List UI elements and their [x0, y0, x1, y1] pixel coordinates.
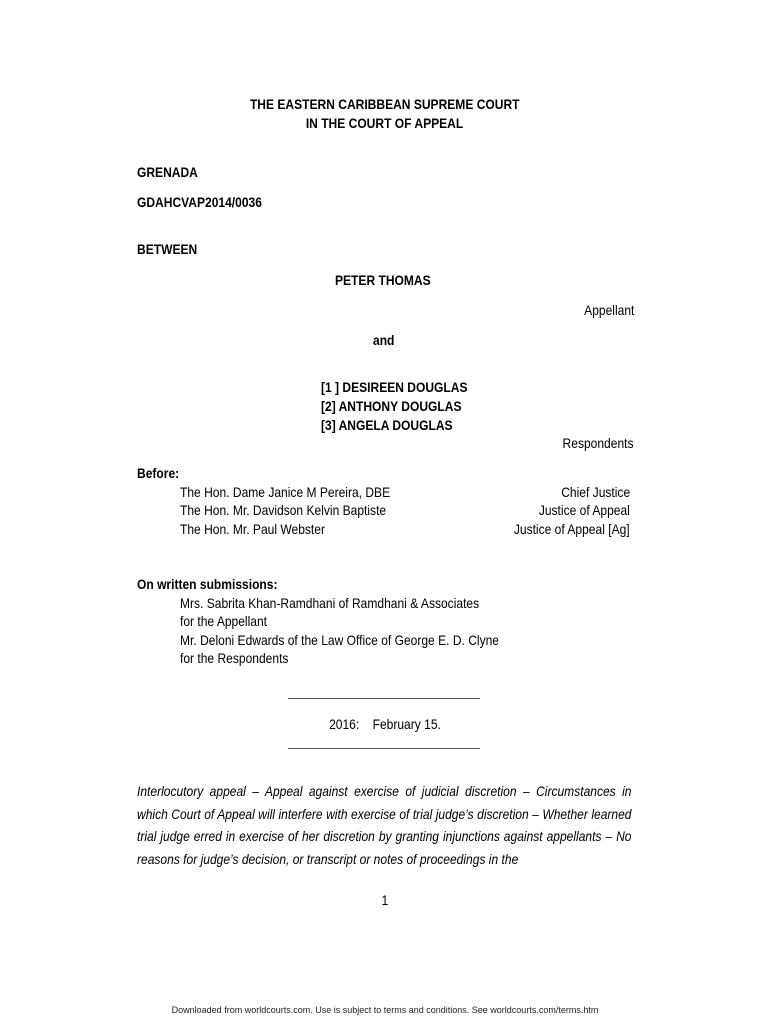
page-number-text: 1: [381, 892, 389, 908]
case-summary: Interlocutory appeal – Appeal against exercise of judicial discretion – Circumstances in which Court of Appeal will interfere with exercise of trial judge’s discretion – Whether learned trial judge erred in exercise of her discretion by granting injunctions against appellants – No reasons for judge’s decision, or transcript or notes of proceedings in the: [137, 783, 632, 867]
divider-bottom: [288, 748, 480, 749]
appellant-name: PETER THOMAS: [335, 272, 431, 288]
submission-line-4: for the Respondents: [180, 650, 289, 666]
between-label: BETWEEN: [137, 241, 198, 257]
respondents-role: Respondents: [563, 435, 634, 451]
submission-line-2: for the Appellant: [180, 613, 268, 629]
court-title-line2: IN THE COURT OF APPEAL: [306, 115, 464, 131]
appellant-role: Appellant: [583, 302, 634, 318]
submission-line-1: Mrs. Sabrita Khan-Ramdhani of Ramdhani & Associates: [180, 595, 480, 611]
judge-title-1: Chief Justice: [561, 484, 630, 500]
claim-number: GDAHCVAP2014/0036: [137, 194, 262, 210]
judgment-date-text: 2016: February 15.: [329, 716, 441, 732]
respondent-name-3: [3] ANGELA DOUGLAS: [321, 417, 453, 433]
judge-name-1: The Hon. Dame Janice M Pereira, DBE: [180, 484, 391, 500]
jurisdiction: GRENADA: [137, 164, 198, 180]
judge-name-3: The Hon. Mr. Paul Webster: [180, 521, 325, 537]
judge-title-2: Justice of Appeal: [538, 502, 630, 518]
divider-top: [288, 698, 480, 699]
judge-title-3: Justice of Appeal [Ag]: [514, 521, 630, 537]
submission-line-3: Mr. Deloni Edwards of the Law Office of George E. D. Clyne: [180, 632, 499, 648]
court-title-line1: THE EASTERN CARIBBEAN SUPREME COURT: [250, 96, 520, 112]
court-subtitle: [0, 115, 770, 133]
and-label: and: [373, 332, 395, 348]
respondent-name-1: [1 ] DESIREEN DOUGLAS: [321, 379, 468, 395]
submissions-label: On written submissions:: [137, 576, 278, 592]
page-number: [0, 892, 770, 910]
footer-notice: Downloaded from worldcourts.com. Use is subject to terms and conditions. See worldcourts.com/terms.htm: [171, 1005, 599, 1015]
before-label: Before:: [137, 465, 180, 481]
judgment-date: [0, 716, 770, 734]
judge-name-2: The Hon. Mr. Davidson Kelvin Baptiste: [180, 502, 387, 518]
court-title: [0, 96, 770, 114]
respondent-name-2: [2] ANTHONY DOUGLAS: [321, 398, 462, 414]
